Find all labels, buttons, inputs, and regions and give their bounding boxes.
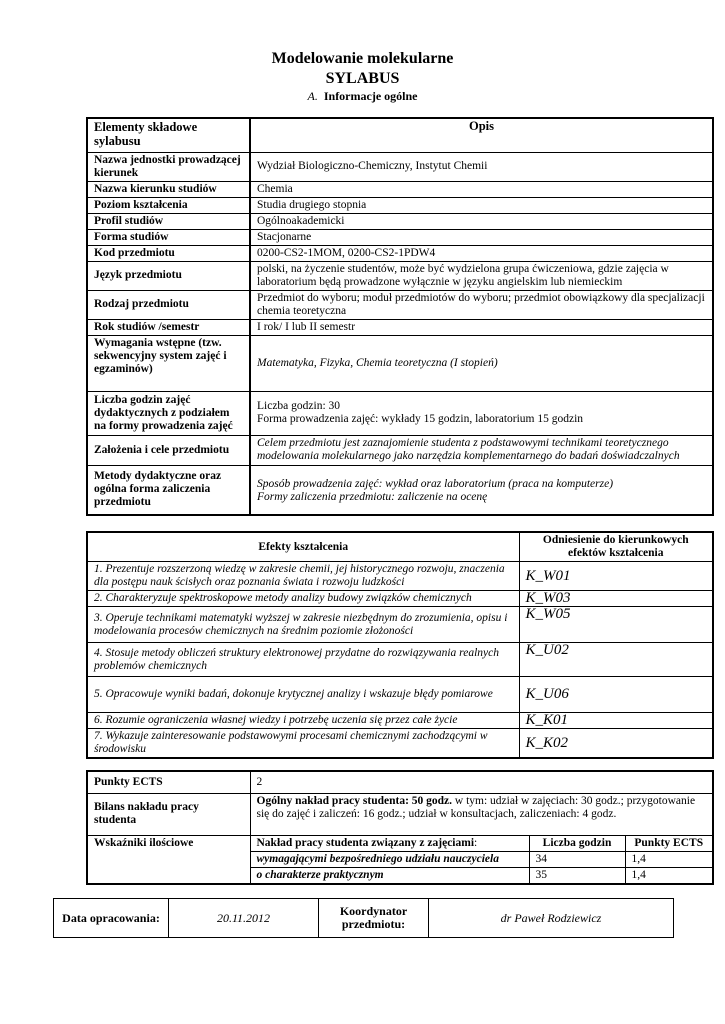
outcome-code: K_U06 — [519, 677, 713, 713]
outcome-code: K_K02 — [519, 729, 713, 759]
row-label: Kod przedmiotu — [87, 245, 250, 261]
coordinator-value: dr Paweł Rodziewicz — [429, 899, 674, 938]
row-value: Wydział Biologiczno-Chemiczny, Instytut Chemii — [250, 152, 713, 181]
ects-points-label: Punkty ECTS — [87, 771, 250, 793]
outcome-text: 7. Wykazuje zainteresowanie podstawowymi procesami chemicznymi zachodzącymi w środowisku — [87, 729, 519, 759]
outcome-code: K_K01 — [519, 713, 713, 729]
outcome-code: K_W05 — [519, 607, 713, 643]
workload-description — [250, 793, 713, 835]
date-label: Data opracowania: — [54, 899, 169, 938]
row-value: Ogólnoakademicki — [250, 213, 713, 229]
ects-table — [86, 770, 714, 885]
date-value: 20.11.2012 — [169, 899, 319, 938]
outcome-code: K_U02 — [519, 643, 713, 677]
row-label: Założenia i cele przedmiotu — [87, 435, 250, 465]
row-value: Chemia — [250, 181, 713, 197]
learning-outcomes-table — [86, 531, 714, 759]
row-value: Matematyka, Fizyka, Chemia teoretyczna (I stopień) — [250, 335, 713, 391]
workload-breakdown: w tym: udział w zajęciach: 30 godz.; przygotowanie się do zajęć i zaliczeń: 16 godz.; udział w konsultacjach, zaliczeniach: 4 godz. — [256, 794, 696, 820]
general-info-table — [86, 117, 714, 516]
indicator-points: 1,4 — [625, 851, 713, 867]
outcome-text: 5. Opracowuje wyniki badań, dokonuje krytycznej analizy i wskazuje błędy pomiarowe — [87, 677, 519, 713]
indicator-hours: 34 — [529, 851, 625, 867]
section-title: Informacje ogólne — [323, 89, 418, 103]
document-subtitle: SYLABUS — [325, 70, 400, 87]
row-label: Nazwa kierunku studiów — [87, 181, 250, 197]
outcome-text: 3. Operuje technikami matematyki wyższej w zakresie niezbędnym do zrozumienia, opisu i modelowania procesów chemicznych na średnim poziomie złożoności — [87, 607, 519, 643]
indicators-header-colon: : — [474, 836, 478, 849]
indicator-points: 1,4 — [625, 867, 713, 884]
row-value — [250, 391, 713, 435]
row-value: polski, na życzenie studentów, może być wydzielona grupa ćwiczeniowa, gdzie zajęcia w laboratorium będą prowadzone wyłącznie w języku angielskim lub niemieckim — [250, 261, 713, 290]
indicators-label: Wskaźniki ilościowe — [87, 835, 250, 884]
row-label: Rok studiów /semestr — [87, 319, 250, 335]
indicator-row-label: o charakterze praktycznym — [250, 867, 529, 884]
row-value: Przedmiot do wyboru; moduł przedmiotów do wyboru; przedmiot obowiązkowy dla specjalizacji chemia teoretyczna — [250, 290, 713, 319]
row-label: Forma studiów — [87, 229, 250, 245]
indicators-header — [250, 835, 529, 851]
row-value — [250, 465, 713, 515]
row-label: Profil studiów — [87, 213, 250, 229]
row-label: Liczba godzin zajęć dydaktycznych z podziałem na formy prowadzenia zajęć — [87, 391, 250, 435]
document-title: Modelowanie molekularne — [271, 50, 454, 67]
row-label: Rodzaj przedmiotu — [87, 290, 250, 319]
outcome-text: 6. Rozumie ograniczenia własnej wiedzy i potrzebę uczenia się przez całe życie — [87, 713, 519, 729]
column-header-description: Opis — [250, 118, 713, 152]
points-header: Punkty ECTS — [625, 835, 713, 851]
footer-table — [53, 898, 674, 938]
assessment-form: Formy zaliczenia przedmiotu: zaliczenie na ocenę — [257, 490, 488, 503]
row-label: Wymagania wstępne (tzw. sekwencyjny system zajęć i egzaminów) — [87, 335, 250, 391]
teaching-method: Sposób prowadzenia zajęć: wykład oraz laboratorium (praca na komputerze) — [257, 477, 614, 490]
row-label: Metody dydaktyczne oraz ogólna forma zaliczenia przedmiotu — [87, 465, 250, 515]
column-header-outcomes: Efekty kształcenia — [87, 532, 519, 562]
row-value: Celem przedmiotu jest zaznajomienie studenta z podstawowymi technikami teoretycznego modelowania molekularnego jako narzędzia komplementarnego do badań doświadczalnych — [250, 435, 713, 465]
outcome-text: 4. Stosuje metody obliczeń struktury elektronowej przydatne do rozwiązywania realnych problemów chemicznych — [87, 643, 519, 677]
row-label: Nazwa jednostki prowadzącej kierunek — [87, 152, 250, 181]
row-label: Poziom kształcenia — [87, 197, 250, 213]
outcome-text: 1. Prezentuje rozszerzoną wiedzę w zakresie chemii, jej historycznego rozwoju, znaczenia dla postępu nauk ścisłych oraz poznania świata i rozwoju ludzkości — [87, 562, 519, 591]
outcome-code: K_W01 — [519, 562, 713, 591]
indicators-header-text: Nakład pracy studenta związany z zajęciami — [256, 836, 475, 849]
outcome-code: K_W03 — [519, 591, 713, 607]
coordinator-label: Koordynator przedmiotu: — [319, 899, 429, 938]
workload-total: Ogólny nakład pracy studenta: 50 godz. — [256, 794, 453, 807]
row-value: 0200-CS2-1MOM, 0200-CS2-1PDW4 — [250, 245, 713, 261]
indicator-row-label: wymagającymi bezpośredniego udziału nauczyciela — [250, 851, 529, 867]
hours-header: Liczba godzin — [529, 835, 625, 851]
ects-points-value: 2 — [250, 771, 713, 793]
workload-label: Bilans nakładu pracy studenta — [87, 793, 250, 835]
column-header-elements: Elementy składowe sylabusu — [87, 118, 250, 152]
outcome-text: 2. Charakteryzuje spektroskopowe metody analizy budowy związków chemicznych — [87, 591, 519, 607]
row-label: Język przedmiotu — [87, 261, 250, 290]
indicator-hours: 35 — [529, 867, 625, 884]
column-header-reference: Odniesienie do kierunkowych efektów kształcenia — [519, 532, 713, 562]
section-heading — [0, 89, 725, 104]
section-letter: A. — [307, 89, 318, 103]
hours-form: Forma prowadzenia zajęć: wykłady 15 godzin, laboratorium 15 godzin — [257, 413, 584, 425]
row-value: Studia drugiego stopnia — [250, 197, 713, 213]
row-value: Stacjonarne — [250, 229, 713, 245]
hours-total: Liczba godzin: 30 — [257, 400, 341, 412]
row-value: I rok/ I lub II semestr — [250, 319, 713, 335]
